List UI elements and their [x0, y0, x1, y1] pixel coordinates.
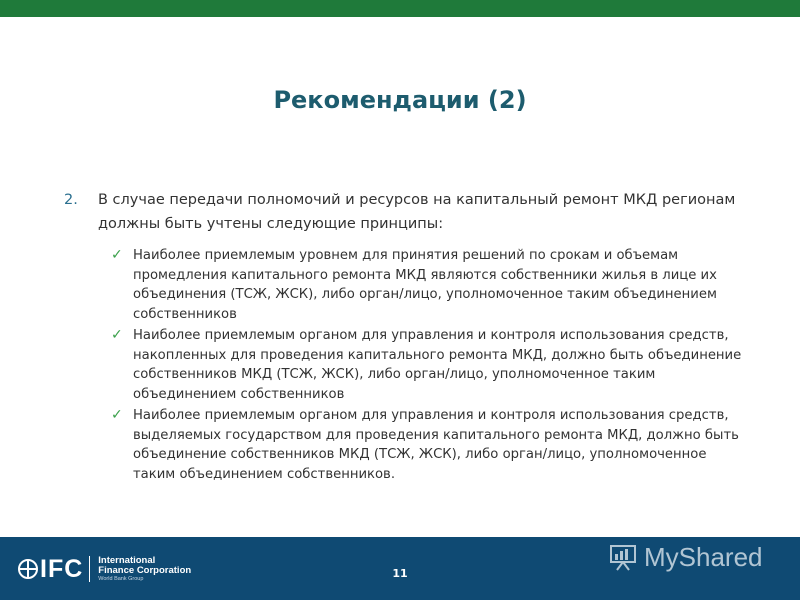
ifc-logo-mark: IFC: [40, 554, 84, 583]
main-point: [64, 188, 744, 236]
presentation-board-icon: [608, 542, 638, 572]
main-point-number: 2.: [64, 192, 78, 208]
bullet-text: Наиболее приемлемым уровнем для принятия решений по срокам и объемам промедления капитального ремонта МКД являются собственники жилья в лице их объединения (ТСЖ, ЖСК), либо орган/лицо, уполномоченное таким объединением собственников: [133, 248, 717, 322]
checkmark-icon: ✓: [111, 407, 123, 423]
bullet-item: [111, 326, 744, 404]
slide-content: [64, 188, 744, 486]
checkmark-icon: ✓: [111, 247, 123, 263]
bullet-list: [64, 246, 744, 484]
logo-line1: International: [98, 554, 156, 566]
page-number: 11: [392, 567, 408, 580]
logo-line3: World Bank Group: [98, 575, 144, 582]
bullet-text: Наиболее приемлемым органом для управления и контроля использования средств, выделяемых государством для проведения капитального ремонта МКД, должно быть объединение собственников МКД (ТСЖ, ЖСК), либо орган/лицо, уполномоченное таким объединением собственников.: [133, 408, 739, 482]
top-accent-bar: [0, 0, 800, 17]
watermark-text: MyShared: [644, 541, 763, 572]
bullet-item: [111, 246, 744, 324]
main-point-text: В случае передачи полномочий и ресурсов на капитальный ремонт МКД регионам должны быть учтены следующие принципы:: [98, 192, 736, 232]
bullet-item: [111, 406, 744, 484]
slide-title: Рекомендации (2): [273, 86, 527, 114]
bullet-text: Наиболее приемлемым органом для управления и контроля использования средств, накопленных для проведения капитального ремонта МКД, должно быть объединение собственников МКД (ТСЖ, ЖСК), либо орган/лицо, уполномоченное таким объединением собственников: [133, 328, 742, 402]
checkmark-icon: ✓: [111, 327, 123, 343]
watermark: [608, 540, 763, 574]
logo-line2: Finance Corporation: [98, 564, 192, 576]
